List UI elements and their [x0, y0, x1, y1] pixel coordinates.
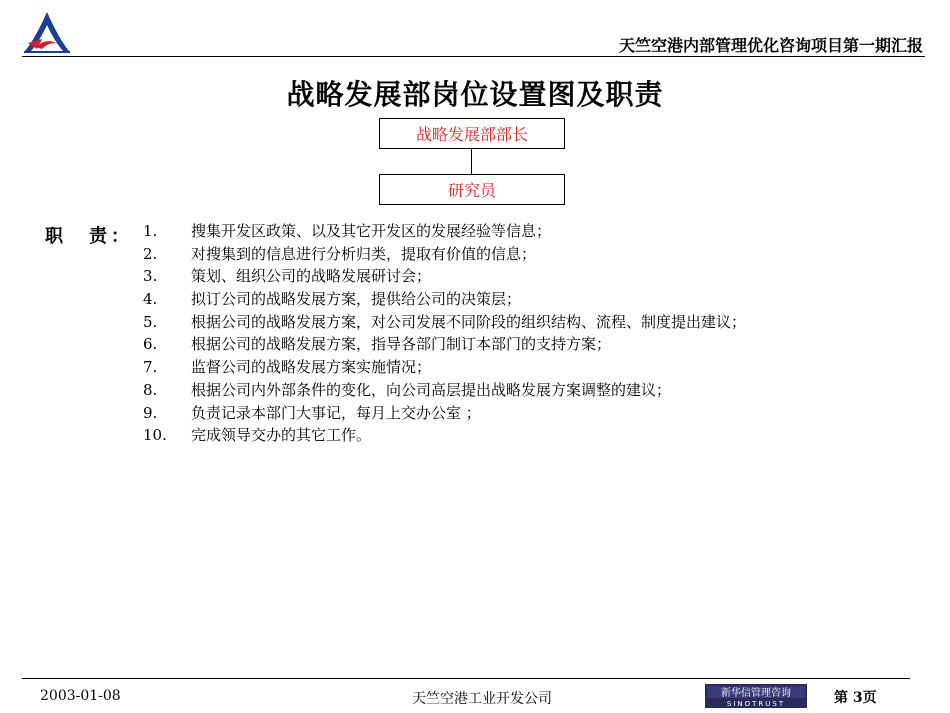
- duty-item: [143, 265, 746, 288]
- duty-item: [143, 402, 746, 425]
- footer-divider: [22, 678, 910, 679]
- duty-text: 对搜集到的信息进行分析归类，提取有价值的信息；: [191, 244, 537, 263]
- duty-text: 完成领导交办的其它工作。: [191, 426, 372, 445]
- duty-number: 9.: [143, 403, 158, 422]
- duty-item: [143, 243, 746, 266]
- sinotrust-logo-icon: [705, 684, 807, 708]
- duty-number: 2.: [143, 244, 158, 263]
- footer-company: 天竺空港工业开发公司: [412, 691, 552, 707]
- duty-number: 7.: [143, 358, 158, 377]
- duty-item: [143, 424, 746, 447]
- page-title: 战略发展部岗位设置图及职责: [286, 78, 664, 111]
- duty-text: 搜集开发区政策、以及其它开发区的发展经验等信息；: [191, 222, 552, 240]
- duty-item: [143, 288, 746, 311]
- duty-text: 根据公司内外部条件的变化，向公司高层提出战略发展方案调整的建议；: [191, 380, 672, 399]
- duty-text: 根据公司的战略发展方案，指导各部门制订本部门的支持方案；: [191, 335, 612, 354]
- duty-number: 4.: [143, 290, 158, 309]
- footer-date: 2003-01-08: [40, 688, 121, 704]
- footer-logo-cn: 新华信管理咨询: [721, 688, 791, 699]
- duty-number: 6.: [143, 335, 158, 354]
- duty-number: 5.: [143, 312, 158, 331]
- duty-item: [143, 356, 746, 379]
- duty-text: 拟订公司的战略发展方案，提供给公司的决策层；: [191, 290, 522, 309]
- org-connector-line: [471, 149, 472, 174]
- duty-item: [143, 311, 746, 334]
- header-divider: [22, 56, 925, 57]
- org-box-label: 研究员: [447, 181, 496, 200]
- duty-item: [143, 379, 746, 402]
- duty-number: 3.: [143, 267, 158, 286]
- duty-text: 根据公司的战略发展方案，对公司发展不同阶段的组织结构、流程、制度提出建议；: [191, 312, 747, 331]
- org-box-researcher: [379, 174, 565, 205]
- duty-number: 8.: [143, 380, 158, 399]
- footer-logo-en: SINOTRUST: [726, 700, 786, 708]
- duty-number: 10.: [143, 426, 167, 445]
- airport-tent-logo-icon: [22, 9, 72, 55]
- duty-text: 负责记录本部门大事记，每月上交办公室 ；: [191, 403, 481, 422]
- org-box-label: 战略发展部部长: [415, 125, 528, 144]
- duty-item: [143, 333, 746, 356]
- duty-item: [143, 220, 746, 243]
- duty-text: 监督公司的战略发展方案实施情况；: [191, 358, 432, 377]
- duty-number: 1.: [143, 222, 158, 240]
- duties-label: 职 责：: [45, 226, 133, 247]
- header-title: 天竺空港内部管理优化咨询项目第一期汇报: [618, 36, 923, 55]
- duty-text: 策划、组织公司的战略发展研讨会；: [191, 267, 432, 286]
- org-box-department-head: [379, 118, 565, 149]
- page-number: 第 3页: [834, 690, 877, 706]
- duties-list: [143, 220, 746, 447]
